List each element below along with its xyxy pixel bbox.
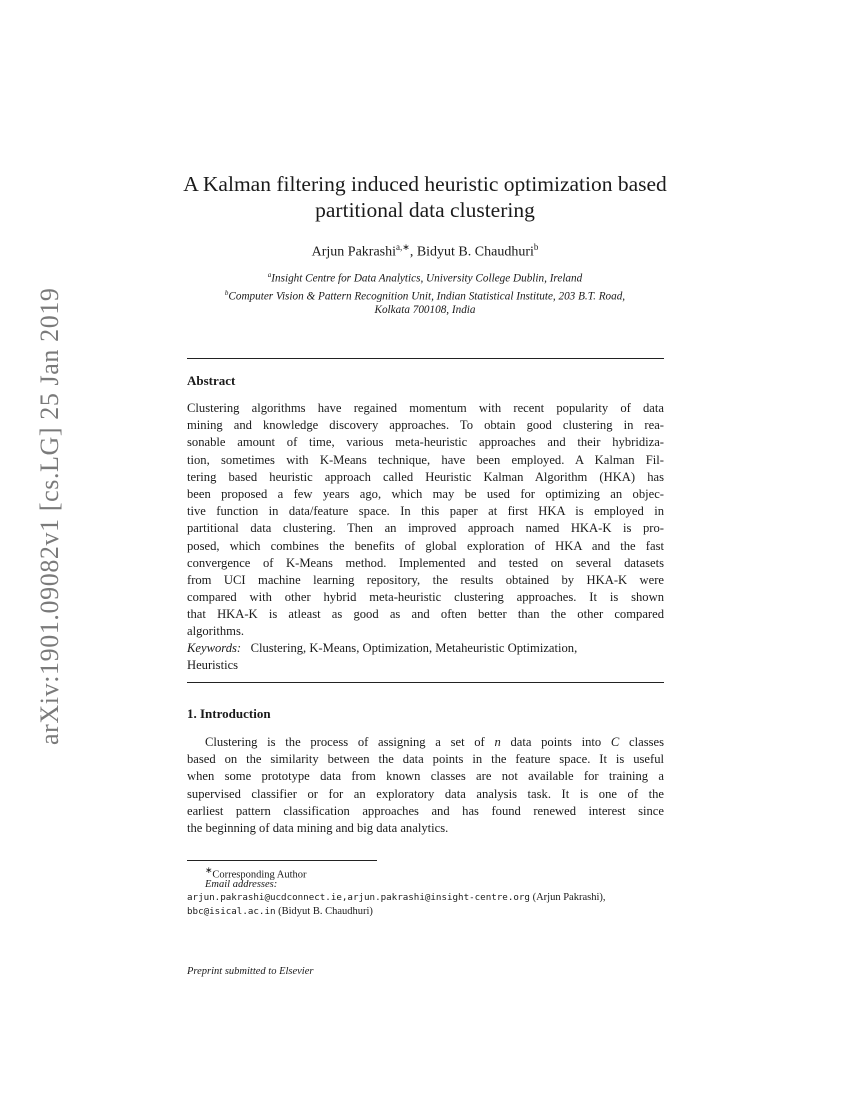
abstract-bottom-rule bbox=[187, 682, 664, 683]
author-affiliation-mark: a,∗ bbox=[396, 242, 410, 252]
affiliation-b bbox=[160, 286, 690, 304]
math-variable: n bbox=[494, 735, 501, 749]
title-line-2: partitional data clustering bbox=[315, 198, 535, 222]
keywords-text: Clustering, K-Means, Optimization, Metaheuristic Optimization, bbox=[250, 641, 578, 655]
email-address-link[interactable]: bbc@isical.ac.in bbox=[187, 905, 276, 917]
math-variable: C bbox=[610, 735, 620, 749]
affiliation-a bbox=[160, 268, 690, 286]
abstract-line: algorithms. bbox=[187, 624, 245, 639]
footnote-email-line bbox=[187, 905, 664, 919]
affiliation-text: Computer Vision & Pattern Recognition Unit, Indian Statistical Institute, 203 B.T. Road, bbox=[228, 290, 626, 303]
text-run: classes bbox=[619, 735, 664, 749]
paper-title bbox=[140, 171, 710, 223]
introduction-body bbox=[187, 734, 664, 837]
title-line-1: A Kalman filtering induced heuristic optimization based bbox=[183, 172, 667, 196]
abstract-line: convergence of K-Means method. Implemented and tested on several datasets bbox=[187, 555, 664, 570]
abstract-top-rule bbox=[187, 358, 664, 359]
abstract-line: tering based heuristic approach called Heuristic Kalman Algorithm (HKA) has bbox=[187, 469, 664, 484]
footnote-mark: ∗ bbox=[205, 865, 213, 875]
affiliation-b-continued: Kolkata 700108, India bbox=[374, 304, 476, 317]
abstract-body bbox=[187, 400, 664, 641]
author-name: Arjun Pakrashi bbox=[311, 244, 397, 260]
affiliations bbox=[160, 268, 690, 317]
keywords-line: Heuristics bbox=[187, 658, 239, 673]
keywords bbox=[187, 640, 664, 674]
abstract-line: sonable amount of time, various meta-heuristic approaches and their hybridiza- bbox=[187, 435, 664, 450]
abstract-heading: Abstract bbox=[187, 373, 236, 388]
introduction-line: based on the similarity between the data points in the feature space. It is useful bbox=[187, 752, 664, 767]
affiliation-mark: b bbox=[224, 288, 229, 297]
footnote bbox=[187, 864, 664, 918]
author-affiliation-mark: b bbox=[533, 242, 539, 252]
footnote-text: Corresponding Author bbox=[212, 869, 307, 881]
author-list bbox=[140, 238, 710, 262]
preprint-notice: Preprint submitted to Elsevier bbox=[187, 966, 314, 977]
footnote-email-label bbox=[187, 878, 664, 892]
introduction-line: when some prototype data from known classes are not available for training a bbox=[187, 769, 664, 784]
footnote-email-line bbox=[187, 891, 664, 905]
keywords-line bbox=[187, 640, 664, 657]
email-owner: (Arjun Pakrashi), bbox=[529, 892, 606, 903]
text-run: Clustering is the process of assigning a set of bbox=[205, 735, 495, 749]
author-name: Bidyut B. Chaudhuri bbox=[416, 244, 534, 260]
introduction-line: earliest pattern classification approaches and has found renewed interest since bbox=[187, 803, 664, 818]
abstract-line: mining and knowledge discovery approaches. To obtain good clustering in rea- bbox=[187, 418, 664, 433]
abstract-line: Clustering algorithms have regained momentum with recent popularity of data bbox=[187, 401, 664, 415]
abstract-line: that HKA-K is atleast as good as and often better than the other compared bbox=[187, 607, 664, 622]
affiliation-text: Insight Centre for Data Analytics, University College Dublin, Ireland bbox=[271, 272, 583, 285]
introduction-heading: 1. Introduction bbox=[187, 706, 271, 721]
abstract-line: partitional data clustering. Then an improved approach named HKA-K is pro- bbox=[187, 521, 664, 536]
email-address-link[interactable]: arjun.pakrashi@ucdconnect.ie,arjun.pakrashi@insight-centre.org bbox=[187, 892, 530, 903]
affiliation-mark: a bbox=[267, 271, 272, 279]
arxiv-identifier-stamp: arXiv:1901.09082v1 [cs.LG] 25 Jan 2019 bbox=[35, 287, 64, 745]
email-label: Email addresses: bbox=[205, 878, 278, 890]
author-separator: , bbox=[409, 244, 417, 260]
introduction-line bbox=[187, 734, 664, 751]
keywords-label: Keywords: bbox=[187, 641, 242, 655]
abstract-line: from UCI machine learning repository, the results obtained by HKA-K were bbox=[187, 572, 664, 587]
introduction-line: supervised classifier or for an exploratory data analysis task. It is one of the bbox=[187, 786, 664, 801]
abstract-line: compared with other hybrid meta-heuristic clustering approaches. It is shown bbox=[187, 590, 664, 605]
abstract-line: posed, which combines the benefits of global exploration of HKA and the fast bbox=[187, 538, 664, 553]
email-owner: (Bidyut B. Chaudhuri) bbox=[275, 905, 373, 917]
abstract-line: tion, sometimes with K-Means technique, have been employed. A Kalman Fil- bbox=[187, 452, 664, 467]
abstract-line: tive function in data/feature space. In this paper at first HKA is employed in bbox=[187, 504, 664, 519]
footnote-corresponding bbox=[187, 864, 664, 881]
abstract-line: been proposed a few years ago, which may be used for optimizing an objec- bbox=[187, 486, 664, 501]
introduction-line: the beginning of data mining and big data analytics. bbox=[187, 820, 449, 835]
footnote-rule bbox=[187, 860, 377, 861]
text-run: data points into bbox=[500, 735, 611, 749]
